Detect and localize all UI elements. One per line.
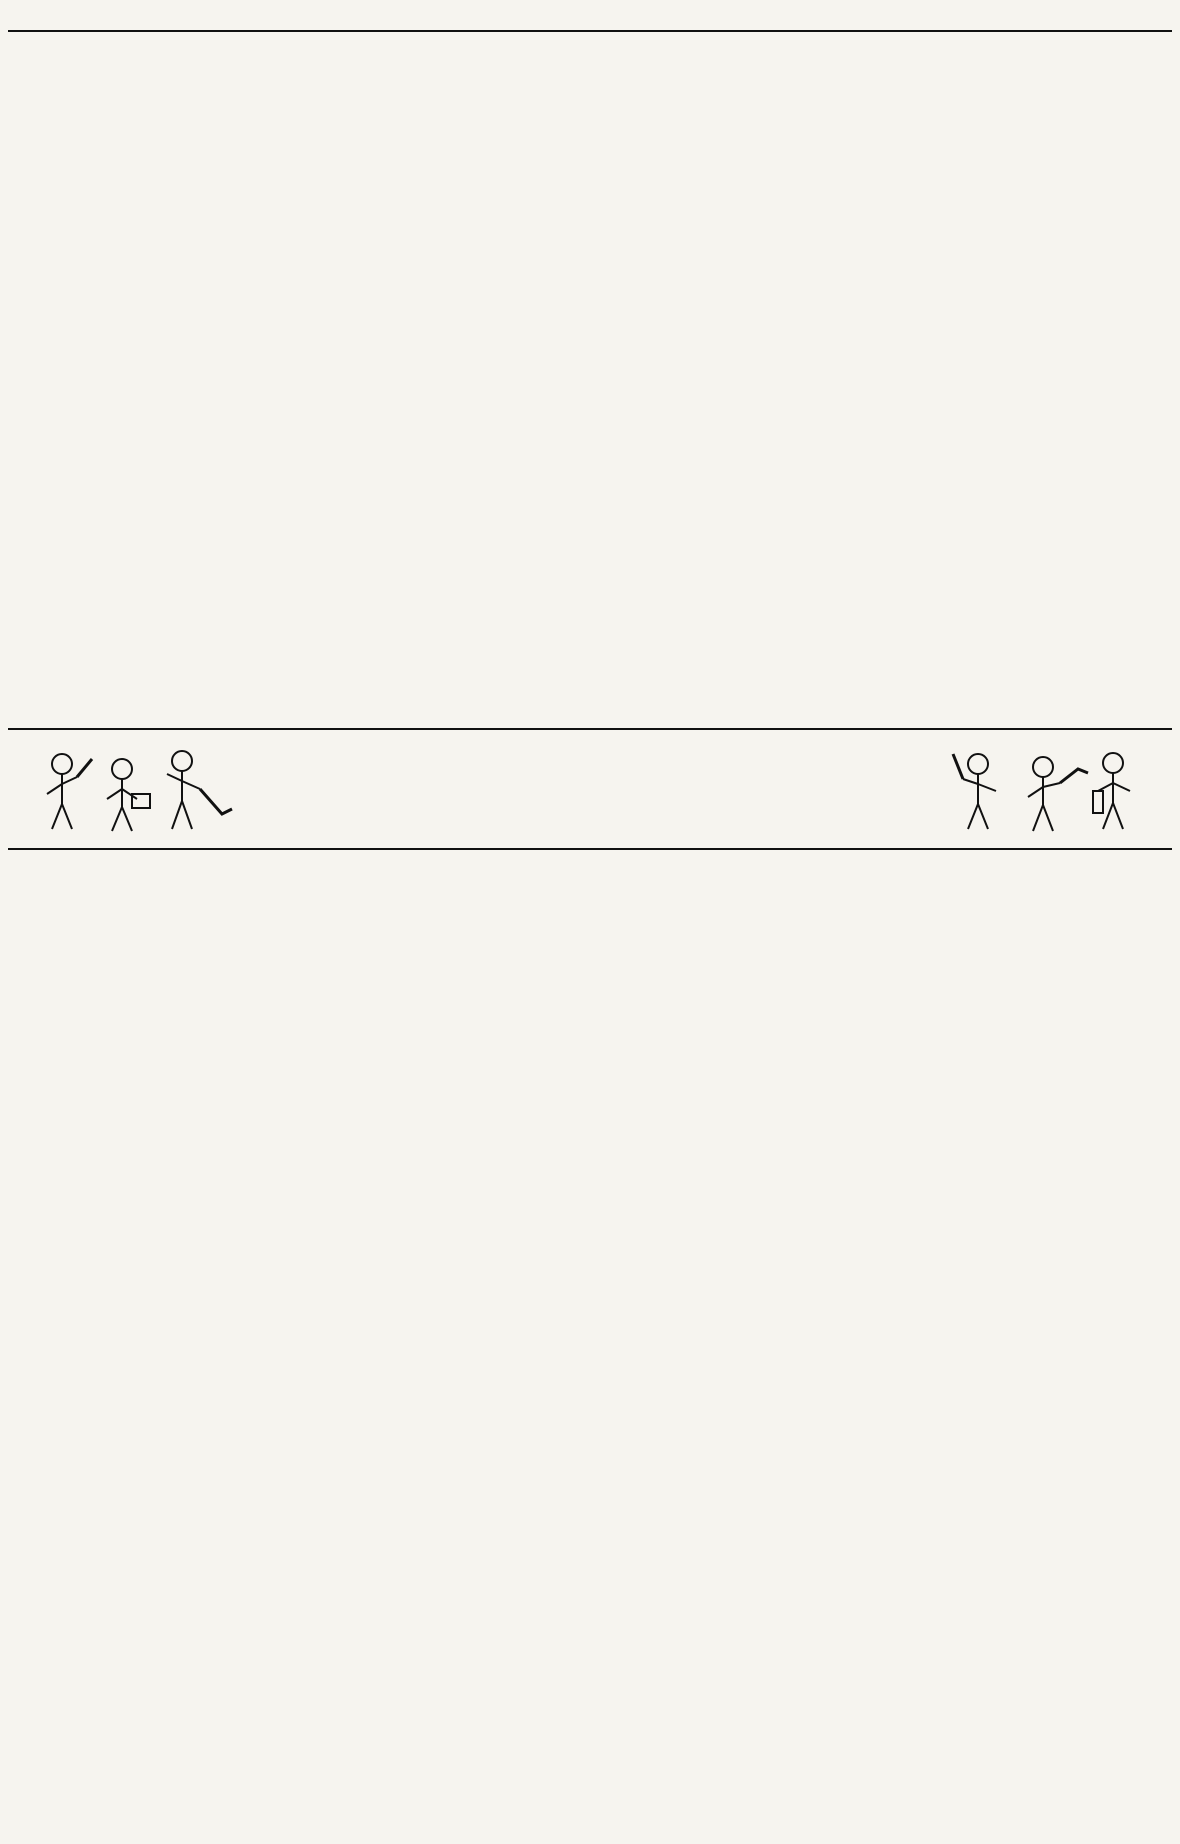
workers-illustration-left xyxy=(32,739,242,839)
workers-illustration-right xyxy=(938,739,1148,839)
masthead xyxy=(8,6,1172,32)
classified-columns xyxy=(8,32,1172,730)
directory-banner xyxy=(8,730,1172,850)
banner-text xyxy=(242,787,938,791)
directory-columns xyxy=(8,850,1172,1840)
